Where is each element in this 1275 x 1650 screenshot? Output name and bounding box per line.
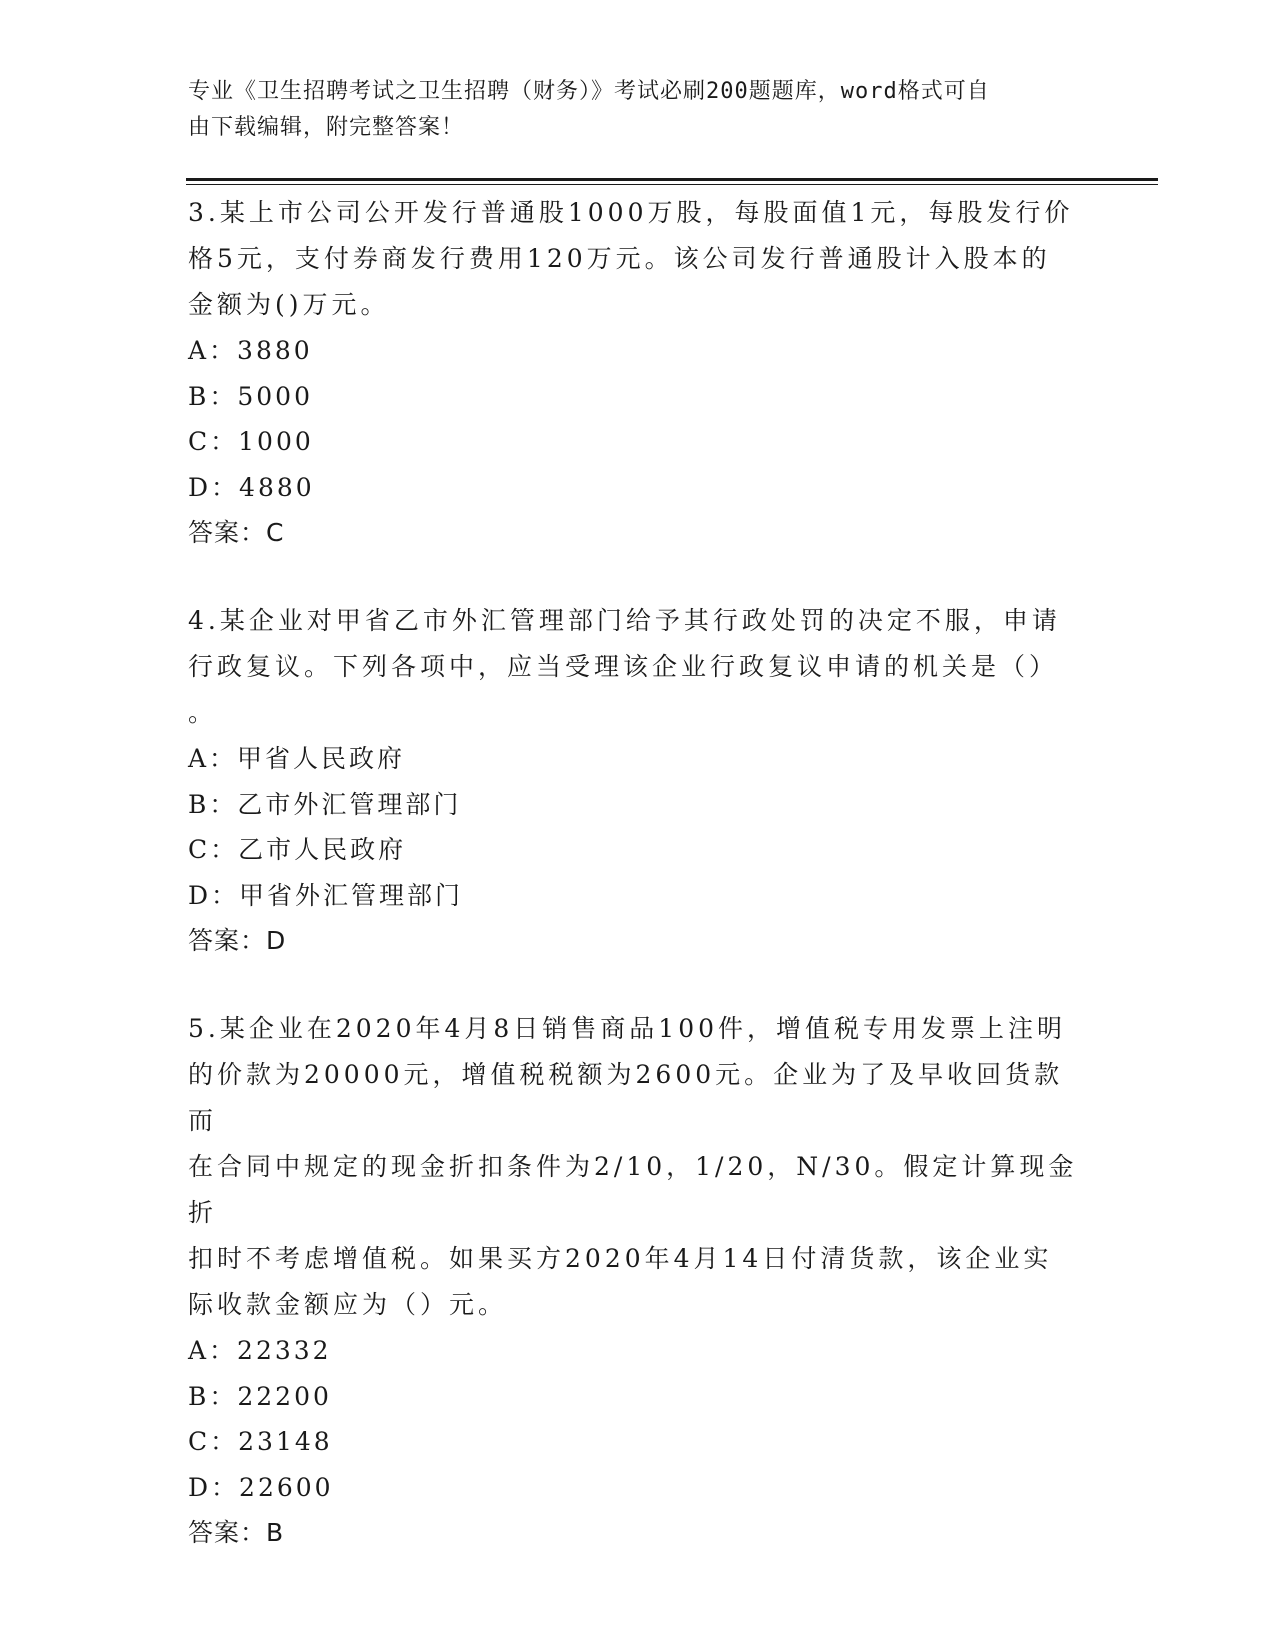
question-5-line-5: 际收款金额应为（）元。 xyxy=(188,1290,508,1319)
question-5-line-2: 的价款为20000元，增值税税额为2600元。企业为了及早收回货款而 xyxy=(188,1060,1064,1135)
header-divider-thick xyxy=(186,178,1158,181)
document-header xyxy=(188,74,1068,146)
question-5-text xyxy=(188,1006,1088,1328)
question-5-line-3: 在合同中规定的现金折扣条件为2/10，1/20，N/30。假定计算现金折 xyxy=(188,1152,1078,1227)
question-4-option-d: D：甲省外汇管理部门 xyxy=(188,880,464,910)
question-4-text xyxy=(188,598,1088,736)
question-4-option-c: C：乙市人民政府 xyxy=(188,835,407,864)
question-3-option-d: D：4880 xyxy=(188,472,315,502)
question-4-line-1: 4.某企业对甲省乙市外汇管理部门给予其行政处罚的决定不服，申请 xyxy=(188,606,1061,635)
question-5-option-d: D：22600 xyxy=(188,1472,334,1502)
header-line-2: 由下载编辑，附完整答案！ xyxy=(188,115,465,140)
question-3-answer: 答案：C xyxy=(188,518,285,547)
question-5-option-c: C：23148 xyxy=(188,1427,333,1456)
question-5-line-1: 5.某企业在2020年4月8日销售商品100件，增值税专用发票上注明 xyxy=(188,1014,1067,1043)
question-3-line-1: 3.某上市公司公开发行普通股1000万股，每股面值1元，每股发行价 xyxy=(188,198,1074,227)
question-4-answer: 答案：D xyxy=(188,926,287,955)
question-5-line-4: 扣时不考虑增值税。如果买方2020年4月14日付清货款，该企业实 xyxy=(188,1244,1053,1273)
question-list xyxy=(188,190,1088,1598)
question-3-option-b: B：5000 xyxy=(188,381,313,411)
question-5-options xyxy=(188,1328,1088,1510)
question-3 xyxy=(188,190,1088,556)
question-4-option-b: B：乙市外汇管理部门 xyxy=(188,789,462,819)
question-5 xyxy=(188,1006,1088,1556)
question-3-options xyxy=(188,328,1088,510)
question-3-line-3: 金额为()万元。 xyxy=(188,290,390,319)
question-5-answer: 答案：B xyxy=(188,1518,285,1547)
question-3-line-2: 格5元，支付券商发行费用120万元。该公司发行普通股计入股本的 xyxy=(188,244,1051,273)
question-4-line-3: 。 xyxy=(188,698,218,727)
question-3-option-a: A：3880 xyxy=(188,336,313,365)
header-divider-thin xyxy=(186,184,1158,185)
question-5-option-b: B：22200 xyxy=(188,1381,332,1411)
question-4-option-a: A：甲省人民政府 xyxy=(188,744,406,773)
question-4-options xyxy=(188,736,1088,918)
header-line-1: 专业《卫生招聘考试之卫生招聘（财务）》考试必刷200题题库，word格式可自 xyxy=(188,79,990,104)
question-4 xyxy=(188,598,1088,964)
question-3-text xyxy=(188,190,1088,328)
question-4-line-2: 行政复议。下列各项中，应当受理该企业行政复议申请的机关是（） xyxy=(188,652,1059,681)
question-3-option-c: C：1000 xyxy=(188,427,314,456)
question-5-option-a: A：22332 xyxy=(188,1336,332,1365)
